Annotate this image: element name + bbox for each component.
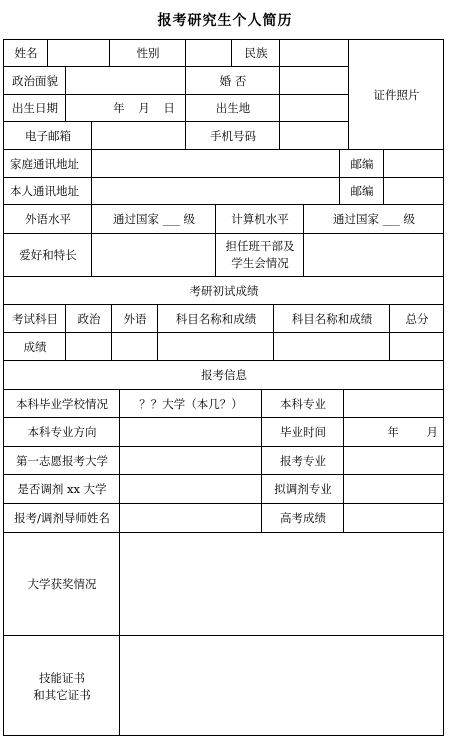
cadre-label-line1: 担任班干部及	[225, 239, 295, 254]
phone-value-cell[interactable]	[279, 121, 349, 150]
hobbies-label: 爱好和特长	[19, 248, 77, 263]
apply-major-label: 报考专业	[280, 453, 326, 468]
exam-section-title: 考研初试成绩	[189, 283, 259, 298]
certs-label-line2: 和其它证书	[33, 688, 91, 703]
exam-score-total-cell[interactable]	[389, 332, 444, 361]
political-label: 政治面貌	[12, 73, 58, 88]
awards-value-cell[interactable]	[119, 532, 444, 636]
exam-header-subject: 考试科目	[12, 311, 58, 326]
apply-section-title: 报考信息	[201, 368, 247, 383]
personal-address-value-cell[interactable]	[91, 177, 340, 205]
exam-header-politics: 政治	[77, 311, 101, 326]
transfer-major-label: 拟调剂专业	[274, 482, 332, 497]
cadre-label-line2: 学生会情况	[231, 256, 289, 271]
school-label: 本科毕业学校情况	[16, 396, 108, 411]
certs-label-line1: 技能证书	[39, 671, 85, 686]
exam-score-foreign-cell[interactable]	[111, 332, 158, 361]
foreign-label: 外语水平	[25, 212, 71, 227]
foreign-value: 通过国家 ___ 级	[112, 212, 196, 227]
political-value-cell[interactable]	[65, 66, 186, 95]
home-postcode-label: 邮编	[350, 156, 374, 171]
birth-date-units: 年 月 日	[113, 101, 175, 116]
phone-label: 手机号码	[210, 128, 256, 143]
advisor-label: 报考/调剂导师姓名	[14, 511, 110, 526]
personal-postcode-label: 邮编	[350, 184, 374, 199]
major-label: 本科专业	[280, 396, 326, 411]
ethnicity-label: 民族	[244, 46, 268, 61]
gender-value-cell[interactable]	[185, 39, 232, 67]
home-postcode-value-cell[interactable]	[383, 149, 444, 178]
apply-major-value-cell[interactable]	[343, 446, 444, 475]
marital-value-cell[interactable]	[279, 66, 349, 95]
gaokao-label: 高考成绩	[280, 511, 326, 526]
school-value: ？？大学（本几？）	[139, 396, 243, 411]
exam-score-label: 成绩	[23, 339, 47, 354]
resume-form	[4, 40, 444, 736]
home-address-label: 家庭通讯地址	[10, 156, 79, 171]
personal-postcode-value-cell[interactable]	[383, 177, 444, 205]
marital-label: 婚 否	[219, 73, 247, 88]
transfer-value-cell[interactable]	[119, 474, 262, 504]
photo-label: 证件照片	[373, 87, 420, 102]
birth-date-label: 出生日期	[12, 101, 58, 116]
gaokao-value-cell[interactable]	[343, 503, 444, 533]
grad-time-units: 年 月	[387, 425, 438, 440]
transfer-major-value-cell[interactable]	[343, 474, 444, 504]
exam-score-politics-cell[interactable]	[65, 332, 112, 361]
grad-time-label: 毕业时间	[280, 425, 326, 440]
computer-value: 通过国家 ___ 级	[332, 212, 416, 227]
home-address-value-cell[interactable]	[91, 149, 340, 178]
gender-label: 性别	[136, 46, 160, 61]
awards-label: 大学获奖情况	[27, 577, 97, 592]
hobbies-value-cell[interactable]	[91, 233, 216, 277]
transfer-label: 是否调剂 xx 大学	[17, 482, 107, 497]
exam-header-course1: 科目名称和成绩	[175, 311, 257, 326]
exam-header-foreign: 外语	[123, 311, 147, 326]
advisor-value-cell[interactable]	[119, 503, 262, 533]
email-value-cell[interactable]	[91, 121, 186, 150]
name-value-cell[interactable]	[47, 39, 110, 67]
personal-address-label: 本人通讯地址	[10, 184, 79, 199]
direction-label: 本科专业方向	[27, 425, 97, 440]
first-choice-value-cell[interactable]	[119, 446, 262, 475]
first-choice-label: 第一志愿报考大学	[16, 453, 108, 468]
email-label: 电子邮箱	[25, 128, 71, 143]
page-title: 报考研究生个人简历	[157, 13, 293, 29]
exam-score-course1-cell[interactable]	[157, 332, 274, 361]
exam-score-course2-cell[interactable]	[273, 332, 390, 361]
birthplace-value-cell[interactable]	[279, 94, 349, 122]
direction-value-cell[interactable]	[119, 417, 262, 447]
computer-label: 计算机水平	[231, 212, 289, 227]
ethnicity-value-cell[interactable]	[279, 39, 349, 67]
cadre-value-cell[interactable]	[303, 233, 444, 277]
birthplace-label: 出生地	[215, 101, 251, 116]
name-label: 姓名	[14, 46, 38, 61]
exam-header-total: 总分	[405, 311, 429, 326]
exam-header-course2: 科目名称和成绩	[291, 311, 373, 326]
certs-value-cell[interactable]	[119, 635, 444, 736]
major-value-cell[interactable]	[343, 389, 444, 418]
